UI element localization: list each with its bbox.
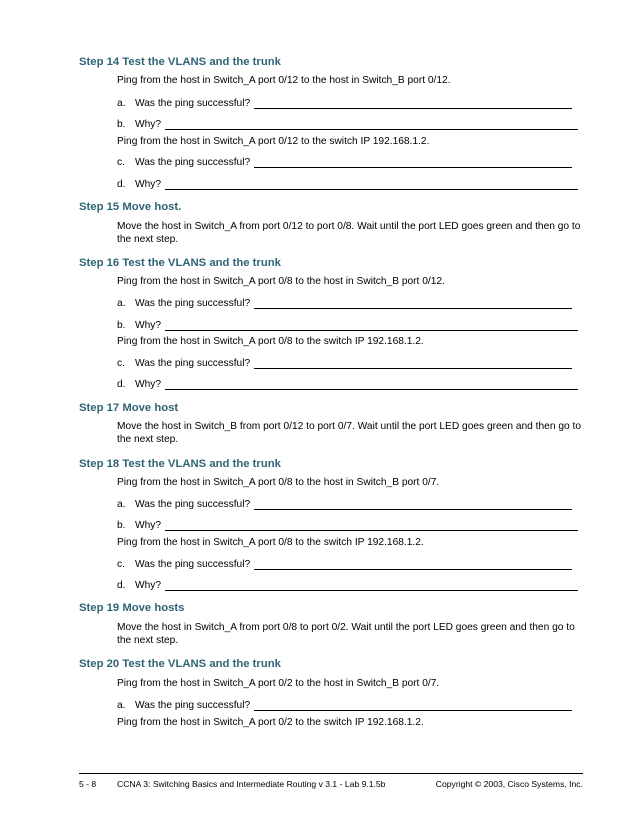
step-14-question-c: c. Was the ping successful? xyxy=(117,154,572,168)
step-16-instruction-1: Ping from the host in Switch_A port 0/8 to the host in Switch_B port 0/12. xyxy=(117,276,445,287)
step-18-instruction-1: Ping from the host in Switch_A port 0/8 to the host in Switch_B port 0/7. xyxy=(117,477,440,488)
step-20-heading: Step 20 Test the VLANS and the trunk xyxy=(79,658,281,670)
step-16-question-b: b. Why? xyxy=(117,317,578,331)
footer-copyright: Copyright © 2003, Cisco Systems, Inc. xyxy=(435,779,583,789)
step-14-instruction-1: Ping from the host in Switch_A port 0/12 to the host in Switch_B port 0/12. xyxy=(117,75,451,86)
answer-blank[interactable] xyxy=(254,357,572,369)
step-16-question-c: c. Was the ping successful? xyxy=(117,355,572,369)
step-18-question-d: d. Why? xyxy=(117,577,578,591)
answer-blank[interactable] xyxy=(254,498,572,510)
step-14-heading: Step 14 Test the VLANS and the trunk xyxy=(79,56,281,68)
footer-rule xyxy=(79,773,583,774)
step-14-instruction-2: Ping from the host in Switch_A port 0/12 to the switch IP 192.168.1.2. xyxy=(117,136,430,147)
answer-blank[interactable] xyxy=(165,319,578,331)
step-18-question-b: b. Why? xyxy=(117,517,578,531)
footer-course-title: CCNA 3: Switching Basics and Intermediate Routing v 3.1 - Lab 9.1.5b xyxy=(117,779,386,789)
answer-blank[interactable] xyxy=(165,378,578,390)
step-20-question-a: a. Was the ping successful? xyxy=(117,697,572,711)
answer-blank[interactable] xyxy=(165,519,578,531)
answer-blank[interactable] xyxy=(254,156,572,168)
step-19-instruction: Move the host in Switch_A from port 0/8 to port 0/2. Wait until the port LED goes green and then go to the next step. xyxy=(117,622,575,646)
step-16-question-d: d. Why? xyxy=(117,376,578,390)
answer-blank[interactable] xyxy=(165,118,578,130)
step-20-instruction-2: Ping from the host in Switch_A port 0/2 to the switch IP 192.168.1.2. xyxy=(117,717,424,728)
step-18-heading: Step 18 Test the VLANS and the trunk xyxy=(79,458,281,470)
answer-blank[interactable] xyxy=(165,178,578,190)
step-18-question-c: c. Was the ping successful? xyxy=(117,556,572,570)
answer-blank[interactable] xyxy=(165,579,578,591)
answer-blank[interactable] xyxy=(254,97,572,109)
footer-page-number: 5 - 8 xyxy=(79,779,97,789)
answer-blank[interactable] xyxy=(254,297,572,309)
step-16-question-a: a. Was the ping successful? xyxy=(117,295,572,309)
step-14-question-a: a. Was the ping successful? xyxy=(117,95,572,109)
step-15-heading: Step 15 Move host. xyxy=(79,201,182,213)
step-17-heading: Step 17 Move host xyxy=(79,402,179,414)
step-18-question-a: a. Was the ping successful? xyxy=(117,496,572,510)
step-18-instruction-2: Ping from the host in Switch_A port 0/8 to the switch IP 192.168.1.2. xyxy=(117,537,424,548)
step-19-heading: Step 19 Move hosts xyxy=(79,602,185,614)
step-14-question-d: d. Why? xyxy=(117,176,578,190)
step-14-question-b: b. Why? xyxy=(117,116,578,130)
step-20-instruction-1: Ping from the host in Switch_A port 0/2 to the host in Switch_B port 0/7. xyxy=(117,678,440,689)
step-16-instruction-2: Ping from the host in Switch_A port 0/8 to the switch IP 192.168.1.2. xyxy=(117,336,424,347)
step-17-instruction: Move the host in Switch_B from port 0/12 to port 0/7. Wait until the port LED goes green and then go to the next step. xyxy=(117,421,581,445)
answer-blank[interactable] xyxy=(254,699,572,711)
step-15-instruction: Move the host in Switch_A from port 0/12 to port 0/8. Wait until the port LED goes green and then go to the next step. xyxy=(117,221,581,245)
step-16-heading: Step 16 Test the VLANS and the trunk xyxy=(79,257,281,269)
answer-blank[interactable] xyxy=(254,558,572,570)
